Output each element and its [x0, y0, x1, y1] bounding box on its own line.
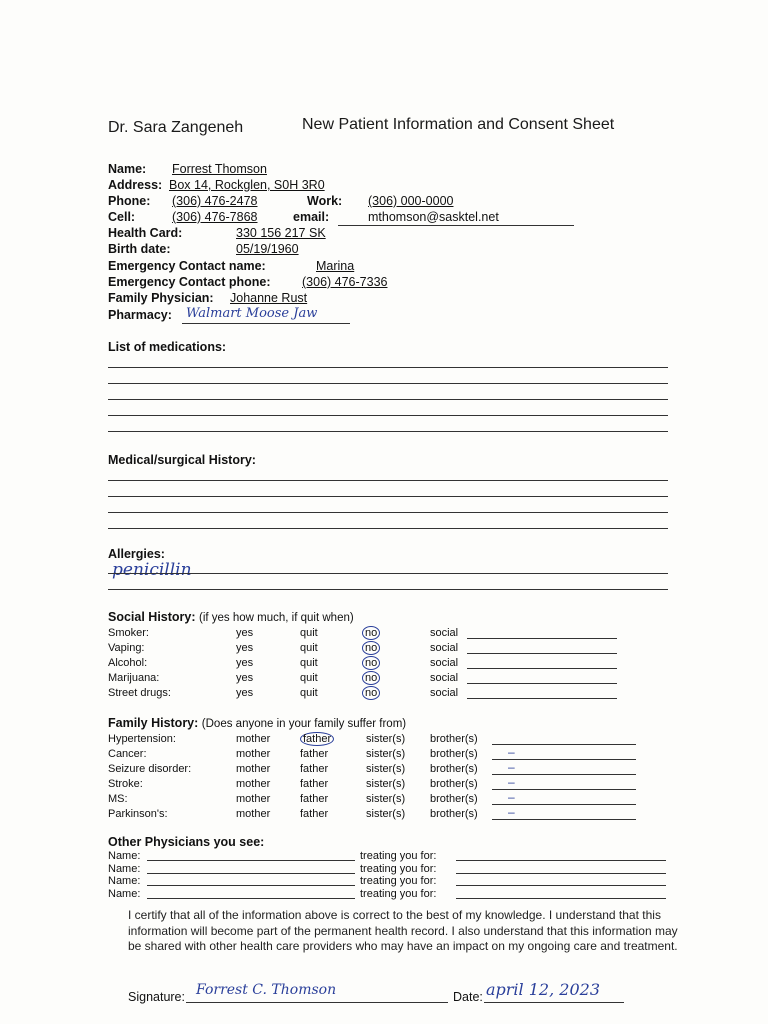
birth-date-label: Birth date:: [108, 242, 171, 256]
emergency-name-value[interactable]: Marina: [316, 259, 355, 273]
family-sisters-option[interactable]: sister(s): [366, 733, 406, 745]
medications-line-1[interactable]: [108, 367, 668, 368]
signature-line: [186, 1002, 448, 1003]
phone-label: Phone:: [108, 194, 151, 208]
date-value[interactable]: april 12, 2023: [486, 980, 600, 999]
work-value[interactable]: (306) 000-0000: [368, 194, 454, 208]
pharmacy-label: Pharmacy:: [108, 308, 172, 322]
physician-label: Family Physician:: [108, 291, 214, 305]
work-label: Work:: [307, 194, 343, 208]
family-brothers-dash: –: [508, 745, 515, 759]
family-row-label: Parkinson's:: [108, 808, 168, 820]
allergies-label: Allergies:: [108, 547, 165, 561]
family-brothers-option[interactable]: brother(s): [430, 748, 478, 760]
family-sisters-option[interactable]: sister(s): [366, 808, 406, 820]
phone-value[interactable]: (306) 476-2478: [172, 194, 258, 208]
health-card-label: Health Card:: [108, 226, 183, 240]
social-quit-option[interactable]: quit: [300, 672, 318, 684]
social-yes-option[interactable]: yes: [236, 657, 254, 669]
social-row-label: Marijuana:: [108, 672, 160, 684]
family-brothers-option[interactable]: brother(s): [430, 763, 478, 775]
social-no-option-circled[interactable]: no: [362, 656, 380, 670]
physician-name-line[interactable]: [147, 873, 355, 874]
social-no-option-circled[interactable]: no: [362, 671, 380, 685]
physician-name-label: Name:: [108, 887, 141, 900]
allergies-line-2[interactable]: [108, 589, 668, 590]
physician-treating-line[interactable]: [456, 885, 666, 886]
family-brothers-dash: –: [508, 790, 515, 804]
family-father-option[interactable]: father: [300, 732, 334, 746]
medications-line-2[interactable]: [108, 383, 668, 384]
family-row-label: MS:: [108, 793, 128, 805]
name-label: Name:: [108, 162, 147, 176]
social-amount-line[interactable]: [467, 638, 617, 639]
social-quit-option[interactable]: quit: [300, 642, 318, 654]
history-line-4[interactable]: [108, 528, 668, 529]
social-amount-label: social: [430, 627, 459, 639]
allergies-line-1[interactable]: [108, 573, 668, 574]
social-quit-option[interactable]: quit: [300, 687, 318, 699]
history-line-3[interactable]: [108, 512, 668, 513]
physician-treating-line[interactable]: [456, 860, 666, 861]
physician-value[interactable]: Johanne Rust: [230, 291, 308, 305]
social-quit-option[interactable]: quit: [300, 627, 318, 639]
medications-line-3[interactable]: [108, 399, 668, 400]
history-line-2[interactable]: [108, 496, 668, 497]
health-card-value[interactable]: 330 156 217 SK: [236, 226, 326, 240]
emergency-phone-label: Emergency Contact phone:: [108, 275, 271, 289]
family-sisters-option[interactable]: sister(s): [366, 763, 406, 775]
social-row-label: Smoker:: [108, 627, 149, 639]
family-mother-option[interactable]: mother: [236, 763, 271, 775]
family-brothers-dash: –: [508, 805, 515, 819]
family-father-option[interactable]: father: [300, 763, 329, 775]
family-mother-option[interactable]: mother: [236, 733, 271, 745]
physician-treating-line[interactable]: [456, 898, 666, 899]
family-row-label: Hypertension:: [108, 733, 176, 745]
family-brothers-dash: –: [508, 760, 515, 774]
physician-treating-label: treating you for:: [360, 850, 437, 862]
medications-label: List of medications:: [108, 340, 227, 354]
social-yes-option[interactable]: yes: [236, 687, 254, 699]
social-amount-label: social: [430, 672, 459, 684]
social-yes-option[interactable]: yes: [236, 672, 254, 684]
family-mother-option[interactable]: mother: [236, 778, 271, 790]
family-brothers-option[interactable]: brother(s): [430, 793, 478, 805]
pharmacy-value[interactable]: Walmart Moose Jaw: [186, 306, 318, 321]
family-sisters-option[interactable]: sister(s): [366, 778, 406, 790]
date-label: Date:: [453, 990, 483, 1004]
allergies-value[interactable]: penicillin: [112, 560, 192, 580]
family-father-option[interactable]: father: [300, 808, 329, 820]
family-row-label: Seizure disorder:: [108, 763, 192, 775]
date-line: [484, 1002, 624, 1003]
social-amount-line[interactable]: [467, 668, 617, 669]
social-no-option-circled[interactable]: no: [362, 686, 380, 700]
physician-name-label: Name:: [108, 875, 141, 887]
family-brothers-dash: –: [508, 775, 515, 789]
family-brothers-option[interactable]: brother(s): [430, 733, 478, 745]
social-amount-label: social: [430, 642, 459, 654]
social-row-label: Vaping:: [108, 642, 145, 654]
address-value[interactable]: Box 14, Rockglen, S0H 3R0: [169, 178, 325, 192]
history-line-1[interactable]: [108, 480, 668, 481]
social-no-option-circled[interactable]: no: [362, 641, 380, 655]
address-label: Address:: [108, 178, 163, 192]
family-father-option[interactable]: father: [300, 748, 329, 760]
physician-treating-label: treating you for:: [360, 875, 437, 887]
social-row-label: Alcohol:: [108, 657, 148, 669]
family-sisters-option[interactable]: sister(s): [366, 748, 406, 760]
physician-name-line[interactable]: [147, 898, 355, 899]
family-brothers-option[interactable]: brother(s): [430, 808, 478, 820]
physician-treating-label: treating you for:: [360, 862, 437, 875]
physician-treating-line[interactable]: [456, 873, 666, 874]
signature-label: Signature:: [128, 990, 185, 1004]
consent-statement: I certify that all of the information above is correct to the best of my knowledge. I understand that this information will become part of the permanent health record. I also understand that this information may be shared with other health care providers who may have an impact on my ongoing care and treatment.: [128, 908, 678, 953]
social-amount-line[interactable]: [467, 653, 617, 654]
family-brothers-line[interactable]: [492, 819, 636, 820]
family-mother-option[interactable]: mother: [236, 808, 271, 820]
family-father-option[interactable]: father: [300, 793, 329, 805]
social-amount-label: social: [430, 687, 459, 699]
family-father-option[interactable]: father: [300, 778, 329, 790]
other-physicians-label: Other Physicians you see:: [108, 835, 265, 849]
social-amount-line[interactable]: [467, 683, 617, 684]
physician-name-label: Name:: [108, 862, 141, 875]
email-value[interactable]: mthomson@sasktel.net: [368, 210, 499, 224]
family-sisters-option[interactable]: sister(s): [366, 793, 406, 805]
social-amount-label: social: [430, 657, 459, 669]
family-row-label: Cancer:: [108, 748, 147, 760]
emergency-name-label: Emergency Contact name:: [108, 259, 266, 273]
family-mother-option[interactable]: mother: [236, 793, 271, 805]
history-label: Medical/surgical History:: [108, 453, 256, 467]
cell-label: Cell:: [108, 210, 136, 224]
birth-date-value[interactable]: 05/19/1960: [236, 242, 299, 256]
signature-value[interactable]: Forrest C. Thomson: [196, 982, 337, 998]
physician-name-line[interactable]: [147, 860, 355, 861]
social-yes-option[interactable]: yes: [236, 642, 254, 654]
family-row-label: Stroke:: [108, 778, 143, 790]
cell-value[interactable]: (306) 476-7868: [172, 210, 258, 224]
doctor-name: Dr. Sara Zangeneh: [108, 119, 244, 136]
medications-line-4[interactable]: [108, 415, 668, 416]
physician-name-label: Name:: [108, 850, 141, 862]
emergency-phone-value[interactable]: (306) 476-7336: [302, 275, 388, 289]
name-value[interactable]: Forrest Thomson: [172, 162, 267, 176]
email-label: email:: [293, 210, 330, 224]
medications-line-5[interactable]: [108, 431, 668, 432]
physician-treating-label: treating you for:: [360, 887, 437, 900]
email-underline: [338, 225, 574, 226]
social-amount-line[interactable]: [467, 698, 617, 699]
physician-name-line[interactable]: [147, 885, 355, 886]
social-no-option-circled[interactable]: no: [362, 626, 380, 640]
social-history-label: Social History: (if yes how much, if quit when): [108, 610, 354, 624]
social-yes-option[interactable]: yes: [236, 627, 254, 639]
pharmacy-underline: [182, 323, 350, 324]
social-row-label: Street drugs:: [108, 687, 171, 699]
family-history-label: Family History: (Does anyone in your family suffer from): [108, 716, 407, 730]
social-quit-option[interactable]: quit: [300, 657, 318, 669]
family-mother-option[interactable]: mother: [236, 748, 271, 760]
form-title: New Patient Information and Consent Sheet: [302, 116, 615, 133]
family-brothers-option[interactable]: brother(s): [430, 778, 478, 790]
